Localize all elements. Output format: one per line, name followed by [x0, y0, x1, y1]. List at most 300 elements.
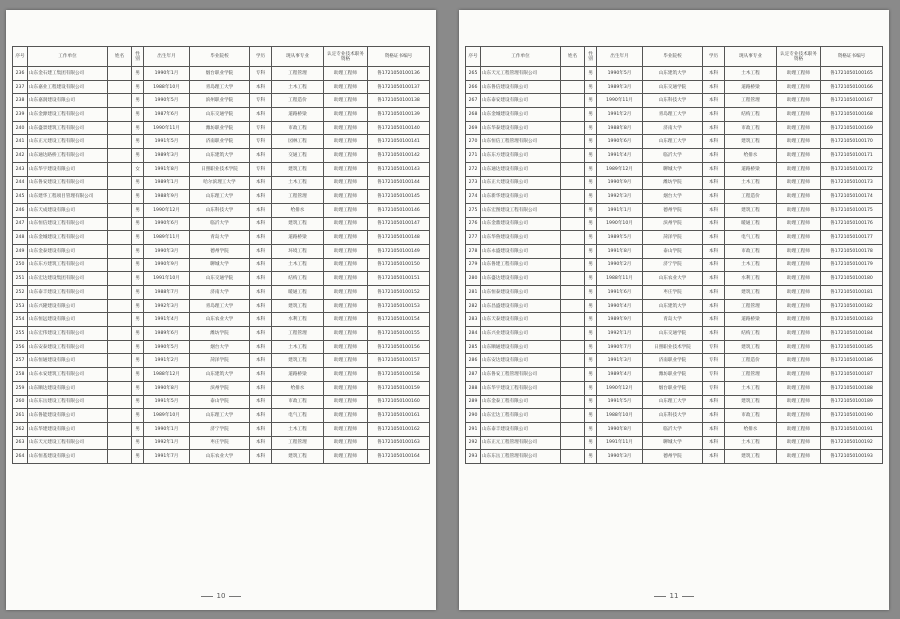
table-cell: 男: [132, 231, 144, 245]
table-cell: 1987年6月: [144, 108, 190, 122]
table-cell: 助理工程师: [777, 231, 821, 245]
table-cell: [561, 381, 585, 395]
table-cell: 1991年5月: [144, 395, 190, 409]
table-cell: 238: [13, 94, 28, 108]
column-header: 性别: [132, 47, 144, 67]
table-row: [13, 108, 430, 122]
table-cell: 助理工程师: [324, 176, 368, 190]
table-cell: 山东东岳工程管理有限公司: [481, 450, 561, 464]
table-cell: 1989年3月: [597, 80, 643, 94]
table-cell: 293: [466, 450, 481, 464]
table-cell: 1990年9月: [144, 258, 190, 272]
table-cell: 男: [132, 203, 144, 217]
table-cell: 市政工程: [725, 121, 777, 135]
table-cell: [108, 121, 132, 135]
table-cell: 道路桥梁: [272, 368, 324, 382]
table-cell: 鲁1721050100176: [821, 217, 883, 231]
table-cell: 山东正元工程管理有限公司: [481, 436, 561, 450]
table-cell: 男: [585, 217, 597, 231]
table-cell: 助理工程师: [324, 450, 368, 464]
table-cell: 土木工程: [725, 436, 777, 450]
table-cell: 1990年5月: [144, 340, 190, 354]
table-cell: 男: [585, 354, 597, 368]
table-cell: 滨州学院: [190, 381, 250, 395]
table-cell: [108, 67, 132, 81]
table-cell: 1992年3月: [597, 190, 643, 204]
table-cell: 1991年7月: [144, 450, 190, 464]
table-cell: 1991年3月: [597, 354, 643, 368]
table-cell: 山东恒信建设工程有限公司: [28, 217, 108, 231]
table-cell: 山东华建建设有限公司: [28, 422, 108, 436]
table-row: [13, 80, 430, 94]
table-cell: 263: [13, 436, 28, 450]
table-cell: 鲁1721050100152: [368, 286, 430, 300]
table-row: [466, 121, 883, 135]
table-cell: 山东华泰建设有限公司: [481, 121, 561, 135]
table-cell: 鲁1721050100158: [368, 368, 430, 382]
table-cell: 山东顺达建设有限公司: [28, 381, 108, 395]
table-cell: 助理工程师: [777, 217, 821, 231]
table-cell: [108, 190, 132, 204]
table-cell: [561, 67, 585, 81]
table-cell: [561, 395, 585, 409]
table-cell: 助理工程师: [777, 121, 821, 135]
table-cell: 289: [466, 395, 481, 409]
table-cell: 262: [13, 422, 28, 436]
table-cell: 1988年7月: [144, 286, 190, 300]
table-cell: 环境工程: [272, 244, 324, 258]
table-cell: 土木工程: [272, 340, 324, 354]
column-header: 认定专业技术职务资格: [324, 47, 368, 67]
table-cell: [561, 368, 585, 382]
table-cell: [108, 354, 132, 368]
table-cell: 277: [466, 231, 481, 245]
table-cell: 济南大学: [190, 286, 250, 300]
table-cell: 1991年4月: [597, 149, 643, 163]
table-cell: 男: [132, 327, 144, 341]
table-body-right: [466, 67, 883, 464]
table-cell: 男: [585, 258, 597, 272]
table-cell: 山东交通学院: [643, 80, 703, 94]
table-cell: 275: [466, 203, 481, 217]
table-cell: 鲁1721050100144: [368, 176, 430, 190]
table-cell: 山东嘉业工程建设有限公司: [28, 80, 108, 94]
table-cell: 滨州学院: [643, 217, 703, 231]
table-cell: 269: [466, 121, 481, 135]
table-cell: 280: [466, 272, 481, 286]
table-cell: 鲁1721050100173: [821, 176, 883, 190]
table-cell: 鲁1721050100148: [368, 231, 430, 245]
table-cell: 助理工程师: [324, 409, 368, 423]
table-cell: 山东金城建设有限公司: [481, 108, 561, 122]
table-cell: 288: [466, 381, 481, 395]
table-cell: 本科: [703, 299, 725, 313]
table-cell: 山东建筑大学: [190, 149, 250, 163]
table-cell: 土木工程: [725, 381, 777, 395]
table-cell: 1990年6月: [144, 217, 190, 231]
table-cell: 山东理工大学: [643, 135, 703, 149]
table-cell: 专科: [250, 135, 272, 149]
table-cell: 建筑工程: [272, 299, 324, 313]
table-cell: 1990年11月: [144, 121, 190, 135]
table-cell: 男: [132, 217, 144, 231]
table-cell: 1989年9月: [597, 313, 643, 327]
table-cell: 鲁1721050100147: [368, 217, 430, 231]
table-cell: 鲁1721050100143: [368, 162, 430, 176]
table-cell: 鲁1721050100170: [821, 135, 883, 149]
table-cell: 1991年8月: [144, 162, 190, 176]
table-cell: 男: [132, 299, 144, 313]
certificate-table-left: [12, 46, 430, 464]
table-cell: 253: [13, 299, 28, 313]
table-row: [466, 368, 883, 382]
table-cell: 240: [13, 121, 28, 135]
table-cell: 山东新华建设有限公司: [481, 190, 561, 204]
table-row: [466, 149, 883, 163]
table-cell: [561, 313, 585, 327]
table-cell: 1990年8月: [597, 422, 643, 436]
table-cell: 青岛大学: [643, 313, 703, 327]
table-row: [466, 244, 883, 258]
table-cell: 274: [466, 190, 481, 204]
table-cell: 鲁1721050100146: [368, 203, 430, 217]
table-row: [13, 203, 430, 217]
table-cell: 鲁1721050100163: [368, 436, 430, 450]
table-cell: 山东建华工程项目管理有限公司: [28, 190, 108, 204]
table-cell: 鲁1721050100186: [821, 354, 883, 368]
table-cell: 山东建筑大学: [190, 368, 250, 382]
table-row: [13, 217, 430, 231]
certificate-table-right: [465, 46, 883, 464]
table-cell: 男: [132, 190, 144, 204]
table-cell: 男: [585, 409, 597, 423]
table-cell: 助理工程师: [777, 272, 821, 286]
table-cell: 建筑工程: [725, 135, 777, 149]
table-cell: 264: [13, 450, 28, 464]
table-cell: 水利工程: [272, 313, 324, 327]
table-cell: [561, 176, 585, 190]
table-cell: 山东东岳建设工程有限公司: [28, 395, 108, 409]
table-cell: 专科: [250, 121, 272, 135]
table-cell: 254: [13, 313, 28, 327]
table-cell: 1988年8月: [597, 121, 643, 135]
table-cell: [108, 108, 132, 122]
table-cell: 男: [132, 135, 144, 149]
table-cell: 男: [585, 244, 597, 258]
table-cell: 本科: [250, 354, 272, 368]
table-cell: [561, 299, 585, 313]
table-cell: 助理工程师: [324, 121, 368, 135]
table-cell: 助理工程师: [777, 135, 821, 149]
table-cell: 临沂大学: [643, 422, 703, 436]
table-row: [466, 108, 883, 122]
table-cell: 男: [585, 299, 597, 313]
table-cell: 济宁学院: [643, 258, 703, 272]
table-cell: [108, 436, 132, 450]
table-cell: 男: [132, 340, 144, 354]
table-cell: 助理工程师: [324, 258, 368, 272]
table-cell: 市政工程: [272, 395, 324, 409]
table-cell: 道路桥梁: [725, 313, 777, 327]
table-cell: 山东华鲁建设有限公司: [481, 231, 561, 245]
table-cell: 男: [585, 203, 597, 217]
table-cell: 256: [13, 340, 28, 354]
table-cell: [561, 162, 585, 176]
table-cell: 男: [585, 327, 597, 341]
table-cell: 聊城大学: [190, 258, 250, 272]
table-cell: 菏泽学院: [190, 354, 250, 368]
table-cell: [561, 286, 585, 300]
table-row: [466, 190, 883, 204]
table-cell: 本科: [703, 231, 725, 245]
table-row: [466, 272, 883, 286]
table-cell: 山东兴业建设有限公司: [481, 327, 561, 341]
table-cell: 山东东方建设有限公司: [481, 149, 561, 163]
table-cell: 237: [13, 80, 28, 94]
table-cell: 鲁1721050100161: [368, 409, 430, 423]
table-cell: 鲁1721050100168: [821, 108, 883, 122]
table-cell: 1991年8月: [597, 244, 643, 258]
column-header: 性别: [585, 47, 597, 67]
table-cell: 山东金城建设工程有限公司: [28, 231, 108, 245]
table-cell: [561, 340, 585, 354]
table-cell: 1990年3月: [144, 244, 190, 258]
table-cell: 助理工程师: [777, 67, 821, 81]
table-cell: 1992年1月: [597, 327, 643, 341]
table-cell: 山东宏伟建设工程有限公司: [28, 327, 108, 341]
table-cell: 山东鲁能建设有限公司: [28, 409, 108, 423]
table-cell: 本科: [703, 121, 725, 135]
table-row: [13, 121, 430, 135]
table-cell: 山东天泰建设有限公司: [481, 313, 561, 327]
table-cell: 山东顺通建设有限公司: [481, 340, 561, 354]
table-cell: 日照职业技术学院: [643, 340, 703, 354]
table-cell: 工程管理: [725, 368, 777, 382]
table-cell: 土木工程: [725, 258, 777, 272]
table-cell: 助理工程师: [777, 368, 821, 382]
table-cell: 1991年1月: [597, 203, 643, 217]
table-cell: 山东建筑大学: [643, 67, 703, 81]
table-cell: [561, 121, 585, 135]
table-cell: 专科: [703, 340, 725, 354]
table-cell: 鲁1721050100162: [368, 422, 430, 436]
table-cell: 本科: [703, 67, 725, 81]
table-cell: 助理工程师: [777, 395, 821, 409]
table-cell: 助理工程师: [324, 203, 368, 217]
table-cell: 251: [13, 272, 28, 286]
table-cell: 给排水: [272, 381, 324, 395]
table-cell: 聊城大学: [643, 436, 703, 450]
table-cell: 1990年5月: [597, 67, 643, 81]
table-cell: 助理工程师: [324, 436, 368, 450]
table-row: [13, 286, 430, 300]
table-cell: 鲁1721050100182: [821, 299, 883, 313]
table-cell: 山东交通学院: [643, 327, 703, 341]
table-cell: 山东天元工程管理有限公司: [481, 67, 561, 81]
table-cell: 助理工程师: [324, 244, 368, 258]
table-cell: 鲁1721050100187: [821, 368, 883, 382]
table-cell: [108, 422, 132, 436]
table-cell: 1989年4月: [597, 368, 643, 382]
table-cell: 山东盛景建筑工程有限公司: [28, 121, 108, 135]
table-cell: [561, 272, 585, 286]
table-cell: 给排水: [725, 422, 777, 436]
table-cell: 本科: [250, 327, 272, 341]
table-row: [13, 67, 430, 81]
table-cell: 鲁1721050100192: [821, 436, 883, 450]
table-cell: 男: [132, 313, 144, 327]
table-cell: 枣庄学院: [643, 286, 703, 300]
table-row: [466, 135, 883, 149]
table-cell: 鲁1721050100145: [368, 190, 430, 204]
table-cell: [561, 422, 585, 436]
table-row: [466, 217, 883, 231]
table-cell: 1990年2月: [597, 258, 643, 272]
table-cell: 男: [132, 176, 144, 190]
table-cell: 山东泰安建设有限公司: [481, 94, 561, 108]
table-cell: 鲁1721050100191: [821, 422, 883, 436]
table-cell: 鲁1721050100151: [368, 272, 430, 286]
table-cell: 248: [13, 231, 28, 245]
table-cell: 山东鲁安工程管理有限公司: [481, 368, 561, 382]
table-row: [466, 409, 883, 423]
table-cell: 建筑工程: [272, 162, 324, 176]
table-cell: 助理工程师: [777, 190, 821, 204]
column-header: 现从事专业: [725, 47, 777, 67]
table-cell: 男: [132, 121, 144, 135]
table-cell: 男: [132, 368, 144, 382]
table-cell: 284: [466, 327, 481, 341]
table-cell: [561, 327, 585, 341]
table-cell: 1988年10月: [144, 80, 190, 94]
table-header-right: [466, 47, 883, 67]
table-cell: 建筑工程: [725, 203, 777, 217]
table-cell: [561, 450, 585, 464]
table-cell: 助理工程师: [324, 313, 368, 327]
table-cell: 252: [13, 286, 28, 300]
table-cell: 男: [132, 108, 144, 122]
table-cell: 助理工程师: [777, 108, 821, 122]
table-cell: [561, 231, 585, 245]
table-cell: 日照职业技术学院: [190, 162, 250, 176]
table-row: [13, 135, 430, 149]
table-cell: 鲁1721050100141: [368, 135, 430, 149]
table-row: [13, 327, 430, 341]
table-cell: 结构工程: [272, 272, 324, 286]
table-cell: 鲁1721050100190: [821, 409, 883, 423]
table-cell: 济宁学院: [190, 422, 250, 436]
table-cell: [561, 203, 585, 217]
table-cell: 鲁1721050100193: [821, 450, 883, 464]
table-cell: 临沂大学: [643, 149, 703, 163]
table-cell: 1990年12月: [597, 381, 643, 395]
table-cell: 287: [466, 368, 481, 382]
table-cell: 本科: [250, 436, 272, 450]
table-cell: 男: [132, 286, 144, 300]
table-cell: 暖通工程: [272, 286, 324, 300]
table-cell: 258: [13, 368, 28, 382]
table-cell: 本科: [250, 409, 272, 423]
table-cell: [108, 244, 132, 258]
column-header: 出生年月: [144, 47, 190, 67]
table-cell: [561, 436, 585, 450]
table-cell: 男: [585, 67, 597, 81]
table-cell: 工程造价: [725, 190, 777, 204]
table-cell: 山东科技大学: [643, 94, 703, 108]
table-row: [13, 94, 430, 108]
table-cell: 助理工程师: [324, 108, 368, 122]
table-cell: 男: [585, 272, 597, 286]
table-cell: 鲁1721050100136: [368, 67, 430, 81]
column-header: 资格证书编号: [368, 47, 430, 67]
table-cell: 山东嘉润建设有限公司: [28, 94, 108, 108]
table-cell: 助理工程师: [777, 381, 821, 395]
table-cell: 男: [585, 422, 597, 436]
table-cell: 本科: [250, 217, 272, 231]
table-cell: 1988年11月: [597, 272, 643, 286]
table-cell: 247: [13, 217, 28, 231]
table-cell: 1990年7月: [597, 340, 643, 354]
table-cell: 建筑工程: [272, 354, 324, 368]
column-header: 序号: [13, 47, 28, 67]
table-cell: 本科: [703, 258, 725, 272]
table-cell: 本科: [250, 450, 272, 464]
table-cell: 助理工程师: [324, 286, 368, 300]
table-cell: 潍坊学院: [190, 327, 250, 341]
table-cell: 烟台职业学院: [190, 67, 250, 81]
table-cell: 鲁1721050100179: [821, 258, 883, 272]
table-cell: 助理工程师: [324, 422, 368, 436]
table-cell: 助理工程师: [324, 231, 368, 245]
table-cell: [561, 354, 585, 368]
table-cell: 本科: [250, 190, 272, 204]
table-cell: 1990年4月: [597, 299, 643, 313]
table-row: [466, 381, 883, 395]
table-row: [13, 258, 430, 272]
table-cell: 1991年11月: [597, 436, 643, 450]
table-cell: 助理工程师: [777, 436, 821, 450]
table-cell: 助理工程师: [324, 395, 368, 409]
table-cell: 273: [466, 176, 481, 190]
table-cell: 助理工程师: [777, 340, 821, 354]
table-cell: 本科: [703, 149, 725, 163]
table-cell: 山东农业大学: [190, 450, 250, 464]
table-cell: 男: [585, 313, 597, 327]
table-cell: [561, 149, 585, 163]
table-cell: 1991年10月: [144, 272, 190, 286]
table-cell: 265: [466, 67, 481, 81]
table-cell: 助理工程师: [324, 135, 368, 149]
table-cell: 园林工程: [272, 135, 324, 149]
table-cell: 271: [466, 149, 481, 163]
table-cell: 助理工程师: [324, 272, 368, 286]
table-cell: [108, 409, 132, 423]
table-cell: 助理工程师: [777, 286, 821, 300]
column-header: 学历: [703, 47, 725, 67]
table-cell: 本科: [703, 80, 725, 94]
column-header: 学历: [250, 47, 272, 67]
table-cell: 山东恒基建设有限公司: [28, 450, 108, 464]
table-row: [13, 190, 430, 204]
table-cell: 男: [132, 409, 144, 423]
table-cell: 山东鲁信建设有限公司: [481, 80, 561, 94]
table-cell: 男: [132, 422, 144, 436]
table-cell: 鲁1721050100172: [821, 162, 883, 176]
table-row: [466, 327, 883, 341]
table-cell: 281: [466, 286, 481, 300]
table-cell: 本科: [703, 327, 725, 341]
table-cell: 本科: [703, 190, 725, 204]
